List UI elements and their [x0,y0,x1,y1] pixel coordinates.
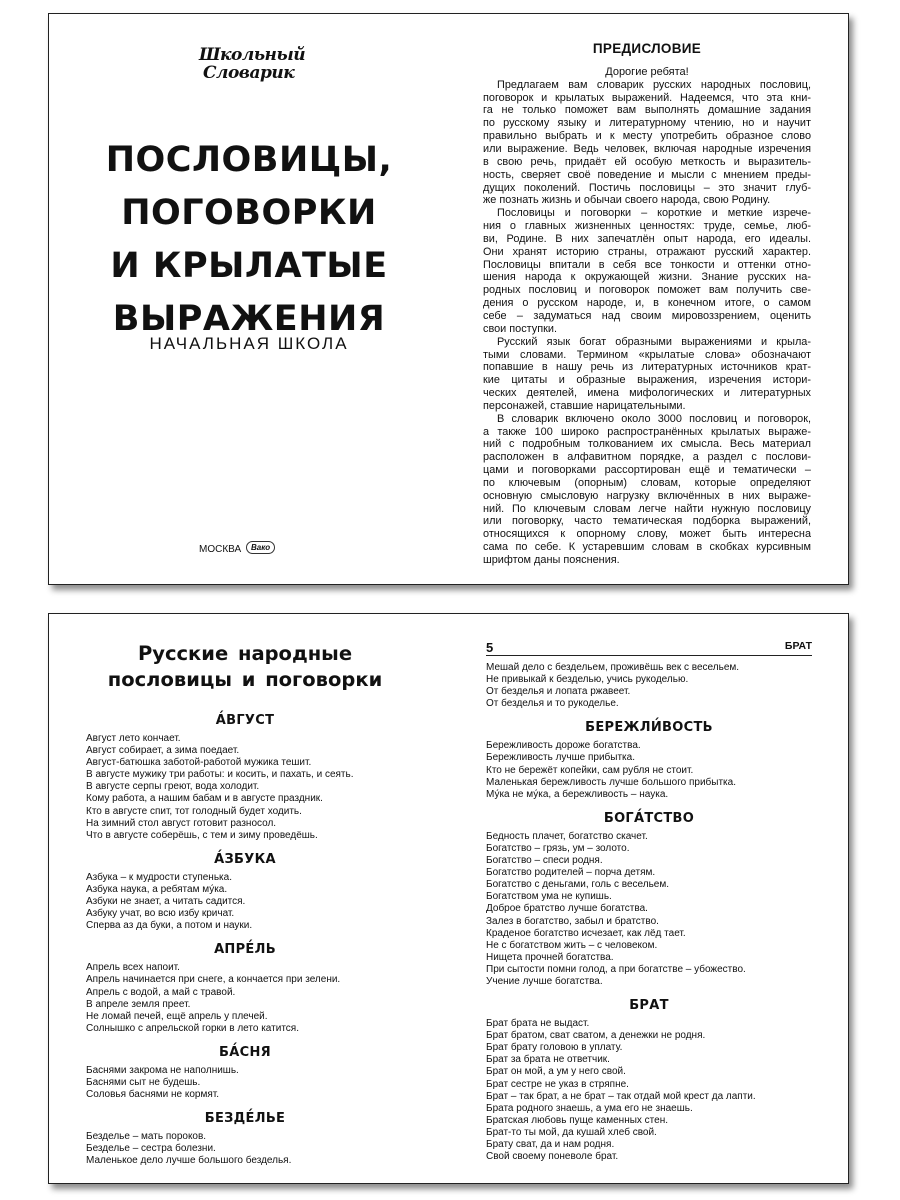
proverb-entry: Нищета прочней богатства. [486,951,614,963]
proverb-entry: Богатством ума не купишь. [486,891,612,903]
proverb-entry: Кому работа, а нашим бабам и в августе праздник. [86,793,323,805]
keyword-section [86,713,404,842]
preface-heading: ПРЕДИСЛОВИЕ [592,41,702,56]
proverb-entry: Братская любовь пуще каменных стен. [486,1114,669,1126]
running-word: БРАТ [784,640,812,652]
preface-line: в свою речь, придаёт ей особую меткость и выразитель- [483,155,811,168]
preface-line: родных пословиц и поговорок поможет вам получить све- [483,284,811,297]
keyword-heading: БЕЗДЕ́ЛЬЕ [204,1111,286,1127]
proverb-entry: Брат брата не выдаст. [486,1018,590,1030]
proverb-entry: Брат-то ты мой, да кушай хлеб свой. [486,1126,657,1138]
logo-line-2: Словарик [203,63,295,83]
logo-line-1: Школьный [199,45,306,65]
proverb-entry: Мешай дело с бездельем, проживёшь век с весельем. [486,662,740,673]
preface-line: же познать жизнь и обычаи своего народа, свою Родину. [483,194,771,207]
keyword-section [86,852,404,932]
proverb-entry: Брату сват, да и нам родня. [486,1139,615,1150]
preface-line: ви, Родине. В них запечатлён опыт народа, его идеалы. [483,232,811,245]
proverb-entry: Богатство с деньгами, голь с весельем. [486,879,670,891]
proverb-entry: Богатство родителей – порча детям. [486,867,656,879]
proverb-entry: Не с богатством жить – с человеком. [486,939,658,951]
proverb-entry: Август лето кончает. [86,733,181,744]
preface-line: Они хранят историю страны, отражают русский характер. [483,245,811,258]
section-title-line-2: пословицы и поговорки [107,668,383,691]
proverb-entry: Бережливость дороже богатства. [486,740,641,752]
proverb-entry: Брат брату головою в уплату. [486,1042,623,1054]
preface-line: или поговорку, часто тематическая подборка выражений, [483,515,811,528]
proverb-entry: Сперва аз да буки, а потом и науки. [86,920,253,932]
proverb-entry: При сытости помни голод, а при богатстве – убожество. [486,963,746,975]
publisher-city: МОСКВА [199,544,242,555]
preface-line: Русский язык богат образными выражениями и крыла- [497,335,811,348]
proverb-entry: Азбука – к мудрости ступенька. [86,871,232,883]
continued-entries [486,662,812,710]
preface-line: основную смысловую нагрузку включённых в них выраже- [483,489,811,502]
proverb-entry: Азбуки не знает, а читать садится. [86,896,246,908]
section-title-line-1: Русские народные [137,642,353,665]
proverb-entry: Солнышко с апрельской горки в лето катится. [86,1022,299,1034]
proverb-entry: Богатство – грязь, ум – золото. [486,842,630,854]
preface-line: дения о русском народе, и, в конечном итоге, о самом [483,297,811,310]
keyword-section [486,811,812,988]
keyword-section [86,942,404,1035]
proverb-entry: Не привыкай к безделью, учись рукоделью. [486,674,689,686]
proverb-entry: Август-батюшка заботой-работой мужика тешит. [86,757,312,769]
section-title [86,641,404,693]
cover-title-line: ПОГОВОРКИ [121,193,377,233]
preface-line: сама по себе. К устаревшим словам в скобках курсивным [483,541,811,554]
proverb-entry: От безделья и лопата ржавеет. [486,686,631,698]
proverb-entry: В августе мужику три работы: и косить, и пахать, и сеять. [86,769,354,781]
preface-line: ческих деятелей, имена мифологических и литературных [483,387,811,400]
proverb-entry: Безделье – сестра болезни. [86,1143,216,1155]
preface-line: В словарик включено около 3000 пословиц и поговорок, [497,412,811,425]
proverb-entry: Брата родного знаешь, а ума его не знаешь. [486,1102,693,1114]
proverb-entry: Доброе братство лучше богатства. [486,903,648,915]
preface-line: Пословицы впитали в себя все тонкости и оттенки отно- [483,258,811,271]
proverb-entry: Му́ка не му́ка, а бережливость – наука. [486,788,669,800]
preface-line: кие цитаты и образные выражения, изречения истори- [483,374,811,387]
proverb-entry: Залез в богатство, забыл и братство. [486,915,659,927]
right-dictionary-page [486,662,812,1173]
proverb-entry: На зимний стол август готовит разносол. [86,817,277,829]
proverb-entry: Кто в августе спит, тот голодный будет ходить. [86,805,302,817]
preface-line: шения народа к окружающей жизни. Знание русских на- [483,271,811,284]
proverb-entry: Азбуку учат, во всю избу кричат. [86,908,235,920]
proverb-entry: Брат за брата не ответчик. [486,1054,610,1066]
left-entries [86,713,404,1167]
cover-title-line: И КРЫЛАТЫЕ [110,246,388,286]
keyword-heading: АПРЕ́ЛЬ [214,942,276,958]
proverb-entry: Свой своему поневоле брат. [486,1151,619,1163]
preface-line: персонажей, ставшие нарицательными. [483,399,686,412]
series-logo [199,46,305,82]
proverb-entry: Маленькое дело лучше большого безделья. [86,1155,292,1167]
top-spread [48,13,849,585]
bottom-spread [48,613,849,1184]
preface-line: Пословицы и поговорки – короткие и меткие изрече- [497,207,811,220]
cover-title-line: ВЫРАЖЕНИЯ [112,299,386,339]
preface-line: или выражение. Ведь человек, включая народные изречения [483,143,811,156]
left-dictionary-page [86,614,404,1177]
proverb-entry: Азбука наука, а ребятам му́ка. [86,883,228,895]
keyword-section [486,998,812,1163]
preface-line: ность, сверяет своё поведение и мысли с мнением преды- [483,168,811,181]
preface-line: по ключевым (опорным) словам, которые определяют [483,476,811,489]
publisher-logo: Вако [246,541,275,554]
keyword-section [86,1111,404,1167]
proverb-entry: Учение лучше богатства. [486,975,603,987]
running-header [486,640,812,654]
preface-line: тыми словами. Термином «крылатые слова» обозначают [483,348,811,361]
page-number: 5 [486,640,494,655]
keyword-heading: БА́СНЯ [219,1044,271,1060]
proverb-entry: Апрель с водой, а май с травой. [86,986,236,998]
cover-subtitle: НАЧАЛЬНАЯ ШКОЛА [149,334,349,353]
cover-title [49,134,449,346]
header-rule [486,655,812,656]
keyword-heading: БРАТ [629,998,669,1014]
cover-title-line: ПОСЛОВИЦЫ, [105,140,393,180]
proverb-entry: Бедность плачет, богатство скачет. [486,830,648,842]
preface-line: а также 100 широко распространённых крылатых выраже- [483,425,811,438]
preface-line: себе – задуматься над своим мировоззрением, оценить [483,309,811,322]
right-entries [486,720,812,1163]
proverb-entry: Апрель начинается при снеге, а кончается при зелени. [86,974,341,986]
keyword-heading: БОГА́ТСТВО [603,810,695,826]
preface-line: Предлагаем вам словарик русских народных пословиц, [497,78,811,91]
proverb-entry: Август собирает, а зима поедает. [86,745,240,757]
proverb-entry: Бережливость лучше прибытка. [486,752,635,764]
proverb-entry: От безделья и то рукоделье. [486,698,619,710]
preface-line: ний. По ключевым словам легче найти нужную пословицу [483,502,811,515]
preface-line: ний с подробным толкованием их смысла. Весь материал [483,438,811,451]
preface-line: га не только поможет вам выполнять домашние задания [483,104,811,117]
proverb-entry: Брат братом, сват сватом, а денежки не родня. [486,1030,706,1042]
proverb-entry: Богатство – спеси родня. [486,855,603,867]
preface-line: по русскому языку и литературному чтению, но и научит [483,117,811,130]
preface-line: дущих поколений. Постичь пословицы – это значит глуб- [483,181,811,194]
preface-line: свои поступки. [483,322,558,335]
proverb-entry: Баснями закрома не наполнишь. [86,1064,239,1076]
preface [483,41,811,567]
proverb-entry: Соловья баснями не кормят. [86,1089,220,1101]
keyword-section [86,1045,404,1101]
proverb-entry: Брат – так брат, а не брат – так отдай мой крест да лапти. [486,1090,756,1102]
preface-line: расположен в алфавитном порядке, а раздел с послови- [483,451,811,464]
preface-line: поговорок и крылатых выражений. Надеемся, что эта кни- [483,91,811,104]
keyword-section [486,720,812,800]
proverb-entry: В апреле земля преет. [86,998,191,1010]
proverb-entry: Маленькая бережливость лучше большого прибытка. [486,776,736,788]
proverb-entry: Брат сестре не указ в стряпне. [486,1078,629,1090]
preface-text [483,79,811,567]
preface-greeting: Дорогие ребята! [605,66,689,78]
preface-line: ния о главных жизненных ценностях: труде, семье, люб- [483,220,811,233]
proverb-entry: Не ломай печей, ещё апрель у плечей. [86,1010,268,1022]
keyword-heading: А́ЗБУКА [214,851,276,867]
proverb-entry: Что в августе соберёшь, с тем и зиму проведёшь. [86,829,318,841]
preface-line: цами и поговорками рассортирован ещё и тематически – [483,464,811,477]
proverb-entry: Краденое богатство исчезает, как лёд тает. [486,927,686,939]
preface-line: правильно выбрать и к месту употребить образное слово [483,130,811,143]
keyword-heading: БЕРЕЖЛИ́ВОСТЬ [585,720,713,736]
keyword-heading: А́ВГУСТ [215,713,275,728]
proverb-entry: Безделье – мать пороков. [86,1131,207,1143]
proverb-entry: Брат он мой, а ум у него свой. [486,1066,626,1078]
proverb-entry: Апрель всех напоит. [86,962,180,974]
proverb-entry: Баснями сыт не будешь. [86,1076,201,1088]
proverb-entry: В августе серпы греют, вода холодит. [86,781,260,793]
preface-line: относящихся к опорному слову, может быть интересна [483,528,811,541]
proverb-entry: Кто не бережёт копейки, сам рубля не стоит. [486,764,694,776]
preface-line: шрифтом даны пояснения. [483,554,620,567]
preface-line: попавшие в нашу речь из литературных источников крат- [483,361,811,374]
